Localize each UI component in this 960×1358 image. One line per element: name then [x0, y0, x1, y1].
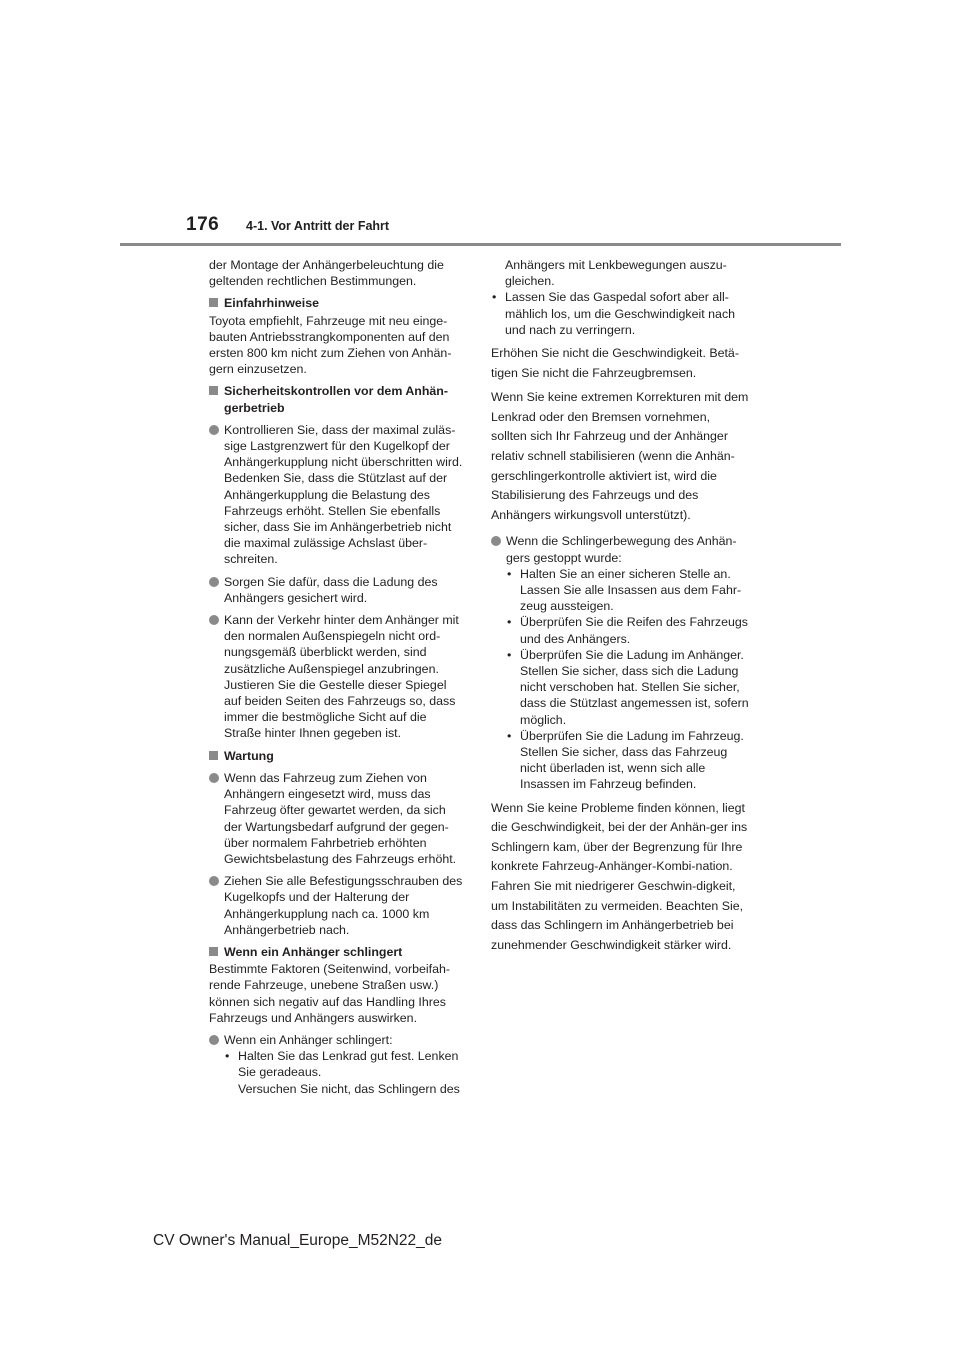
heading-anhaenger-schlingert: Wenn ein Anhänger schlingert — [209, 944, 467, 960]
bullet-item: Wenn das Fahrzeug zum Ziehen von Anhängern eingesetzt wird, muss das Fahrzeug öfter gewartet werden, da sich der Wartungsbedarf aufgrund der gegen-über normalem Fahrbetrieb erhöhten Gewichtsbelastung des Fahrzeugs erhöht. — [209, 770, 467, 867]
paragraph-probleme: Wenn Sie keine Probleme finden können, liegt die Geschwindigkeit, bei der der Anhän-ger ins Schlingern kam, über der Begrenzung für Ihre konkrete Fahrzeug-Anhänger-Kombi-nation. Fahren Sie mit niedrigerer Geschwin-digkeit, um Instabilitäten zu vermeiden. Beachten Sie, dass das Schlingern im Anhängerbetrieb bei zunehmender Geschwindigkeit stärker wird. — [491, 800, 748, 952]
paragraph-faktoren: Bestimmte Faktoren (Seitenwind, vorbeifah-rende Fahrzeuge, unebene Straßen usw.) können sich negativ auf das Handling Ihres Fahrzeugs und Anhängers auswirken. — [209, 962, 451, 1025]
heading-wartung: Wartung — [209, 748, 467, 764]
bullet-item: Wenn ein Anhänger schlingert: • Halten Sie das Lenkrad gut fest. Lenken Sie geradeaus. Versuchen Sie nicht, das Schlingern des — [209, 1032, 467, 1097]
intro-paragraph: der Montage der Anhängerbeleuchtung die geltenden rechtlichen Bestimmungen. — [209, 258, 444, 289]
circle-bullet-icon — [209, 876, 219, 886]
heading-einfahrhinweise: Einfahrhinweise — [209, 295, 467, 311]
square-bullet-icon — [209, 947, 218, 956]
page-number: 176 — [186, 214, 220, 235]
circle-bullet-icon — [209, 577, 219, 587]
left-column — [209, 257, 467, 1097]
circle-bullet-icon — [209, 425, 219, 435]
paragraph-korrekturen: Wenn Sie keine extremen Korrekturen mit dem Lenkrad oder den Bremsen vornehmen, sollten sich Ihr Fahrzeug und der Anhänger relativ schnell stabilisieren (wenn die Anhän-gerschlingerkontrolle aktiviert ist, wird die Stabilisierung des Fahrzeugs und des Anhängers wirkungsvoll unterstützt). — [491, 390, 749, 522]
sub-bullet-continuation: Versuchen Sie nicht, das Schlingern des — [238, 1081, 460, 1096]
bullet-item: Kontrollieren Sie, dass der maximal zuläs-sige Lastgrenzwert für den Kugelkopf der Anhängerkupplung nicht überschritten wird. Bedenken Sie, dass die Stützlast auf der Anhängerkupplung die Belastung des Fahrzeugs erhöht. Stellen Sie ebenfalls sicher, dass Sie im Anhängerbetrieb nicht die maximal zulässige Achslast über-schreiten. — [209, 422, 467, 568]
sub-bullet-item: • Halten Sie an einer sicheren Stelle an. Lassen Sie alle Insassen aus dem Fahr-zeug aussteigen. — [506, 566, 749, 615]
circle-bullet-icon — [209, 773, 219, 783]
square-bullet-icon — [209, 298, 218, 307]
bullet-item: Wenn die Schlingerbewegung des Anhän-gers gestoppt wurde: • Halten Sie an einer sicheren Stelle an. Lassen Sie alle Insassen aus dem Fahr-zeug aussteigen. • Überprüfen Sie die Reifen des Fahrzeugs und des Anhängers. • Überprüfen Sie die Ladung im Anhänger. Stellen Sie sicher, dass sich die Ladung nicht verschoben hat. Stellen Sie sicher, dass die Stützlast angemessen ist, sofern möglich. • Überprüfen Sie die Ladung im Fahrzeug. Stellen Sie sicher, dass das Fahrzeug nicht überladen ist, wenn sich alle Insassen im Fahrzeug befinden. — [491, 533, 749, 792]
square-bullet-icon — [209, 751, 218, 760]
circle-bullet-icon — [209, 1035, 219, 1045]
sub-bullet-item: • Lassen Sie das Gaspedal sofort aber all-mählich los, um die Geschwindigkeit nach und nach zu verringern. — [491, 289, 749, 338]
footer-document-id: CV Owner's Manual_Europe_M52N22_de — [153, 1232, 443, 1249]
bullet-item: Sorgen Sie dafür, dass die Ladung des Anhängers gesichert wird. — [209, 574, 467, 606]
sub-bullet-item: • Überprüfen Sie die Ladung im Anhänger. Stellen Sie sicher, dass sich die Ladung nicht verschoben hat. Stellen Sie sicher, dass die Stützlast angemessen ist, sofern möglich. — [506, 647, 749, 728]
bullet-item: Kann der Verkehr hinter dem Anhänger mit den normalen Außenspiegeln nicht ord-nungsgemäß überblickt werden, sind zusätzliche Außenspiegel anzubringen. Justieren Sie die Gestelle dieser Spiegel auf beiden Seiten des Fahrzeugs so, dass immer die bestmögliche Sicht auf die Straße hinter Ihnen gegeben ist. — [209, 612, 467, 742]
sub-bullet-item: • Überprüfen Sie die Reifen des Fahrzeugs und des Anhängers. — [506, 614, 749, 646]
bullet-item: Ziehen Sie alle Befestigungsschrauben des Kugelkopfs und der Halterung der Anhängerkupplung nach ca. 1000 km Anhängerbetrieb nach. — [209, 873, 467, 938]
paragraph-geschwindigkeit: Erhöhen Sie nicht die Geschwindigkeit. Betä-tigen Sie nicht die Fahrzeugbremsen. — [491, 346, 739, 380]
sub-bullet-item: • Halten Sie das Lenkrad gut fest. Lenken Sie geradeaus. — [224, 1048, 467, 1080]
circle-bullet-icon — [209, 615, 219, 625]
sub-bullet-item: • Überprüfen Sie die Ladung im Fahrzeug. Stellen Sie sicher, dass das Fahrzeug nicht überladen ist, wenn sich alle Insassen im Fahrzeug befinden. — [506, 728, 749, 793]
circle-bullet-icon — [491, 536, 501, 546]
section-title: 4-1. Vor Antritt der Fahrt — [246, 219, 390, 233]
heading-sicherheitskontrollen: Sicherheitskontrollen vor dem Anhän-gerbetrieb — [209, 383, 467, 415]
header-divider — [120, 243, 841, 246]
square-bullet-icon — [209, 386, 218, 395]
paragraph-einfahren: Toyota empfiehlt, Fahrzeuge mit neu einge-bauten Antriebsstrangkomponenten auf den ersten 800 km nicht zum Ziehen von Anhän-gern einzusetzen. — [209, 313, 452, 377]
continued-sub-bullet: Anhängers mit Lenkbewegungen auszu-gleichen. — [505, 258, 727, 289]
right-column — [491, 257, 749, 960]
